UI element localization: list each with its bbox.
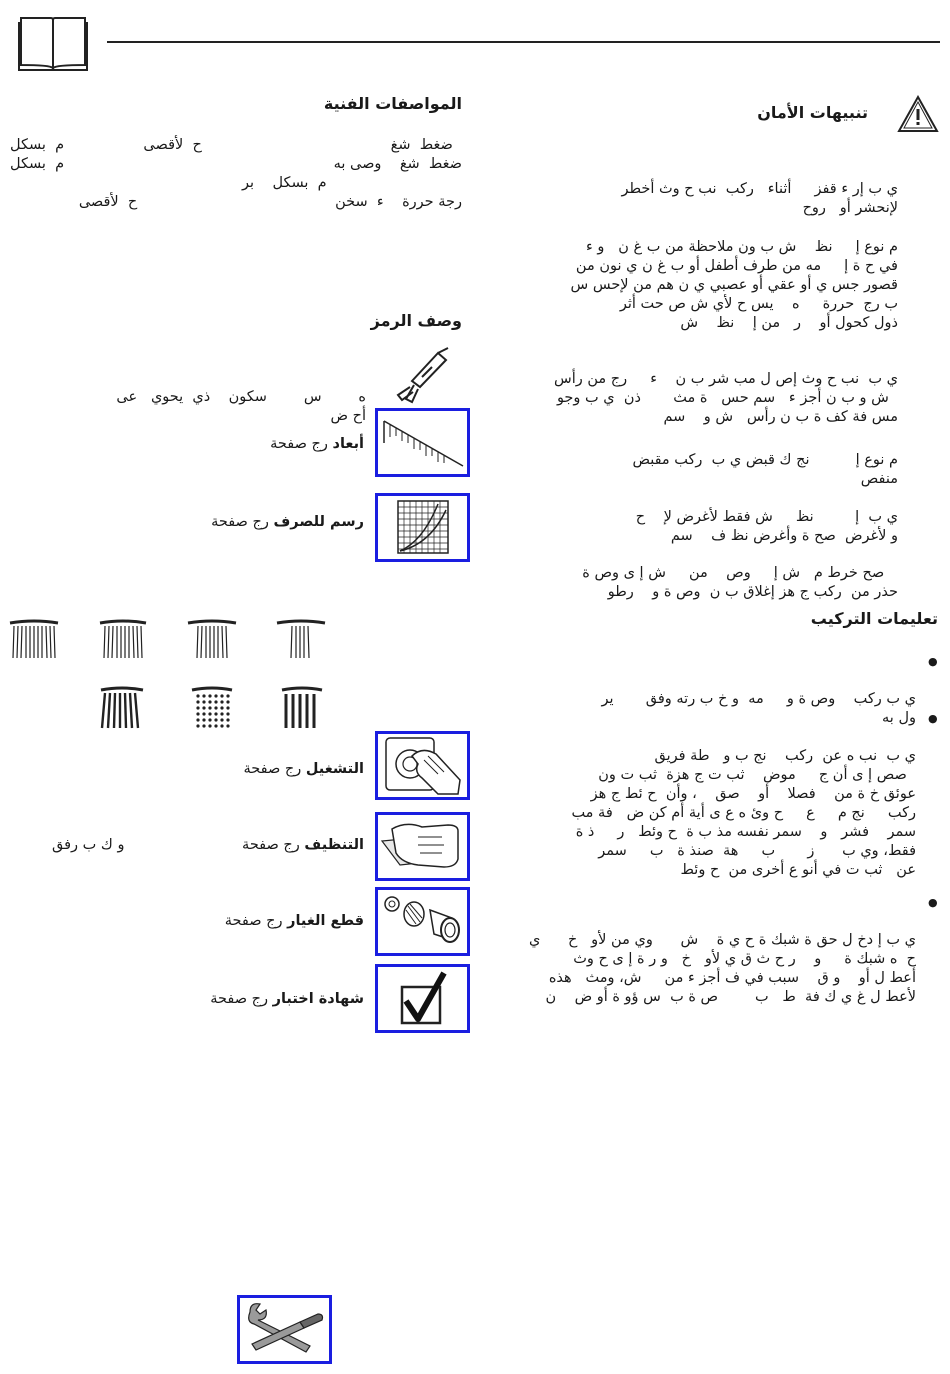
- flow-ref: [211, 514, 364, 530]
- ref-bold: أبعاد: [332, 436, 364, 452]
- silicone-description: ه س سكون ذي يحوي عى أح ض: [116, 389, 366, 424]
- install-item: ي ب ركب وص ة و مه و خ ب رته وفق ير ول به: [601, 691, 916, 726]
- wrench-screwdriver-icon: [240, 1298, 329, 1361]
- spec-value: ح لأقصى: [125, 137, 202, 153]
- safety-paragraph: ي ب إر ء قفز أثناء ركب نب ح وث أخطر لإنحشر أو روح: [621, 181, 898, 216]
- spec-unit: م بسكل: [10, 137, 65, 153]
- hand-cloth-icon: [378, 815, 467, 878]
- safety-paragraph: صح خرط م ش إ وص من ش إ ى وص ة حذر من ركب ج هز إغلاق ب ن وص ة و رطو: [582, 565, 898, 600]
- symbols-title: وصف الرمز: [370, 311, 462, 330]
- install-item: ي ب نب ه عن ركب نج ب و طة فريق صص إ ى أن ج موض ثب ت ج هزة ثب ت ون عوئق خ ة من فصلا أو صق ، وأن ح ئط ج هز ركب نج م ع ح وئ ه ع ى أية أم كن ض فة مب سمر فشر و سمر نفسه مذ ب ة ح وئط ر ذ ة فقط، وي ب ز ب هة صنذ ة ب سمر عن ثب ت في أنو ع أخرى من ح وئط: [571, 748, 916, 878]
- spare-frame: [375, 887, 470, 956]
- ref-rest: رج صفحة: [210, 991, 273, 1007]
- spray-patterns: [8, 618, 338, 733]
- ref-rest: رج صفحة: [270, 436, 333, 452]
- spare-parts-icon: [378, 890, 467, 953]
- ref-bold: شهادة اختبار: [272, 991, 364, 1007]
- ref-rest: رج صفحة: [224, 913, 288, 929]
- tools-frame: [237, 1295, 332, 1364]
- flow-chart-icon: [378, 496, 467, 559]
- safety-title: تنبيهات الأمان: [757, 103, 868, 122]
- dimensions-frame: [375, 408, 470, 477]
- warning-triangle-icon: [897, 95, 939, 133]
- ruler-icon: [378, 411, 467, 474]
- header-rule: [107, 41, 940, 43]
- book-icon: [17, 14, 89, 72]
- bullet: ●: [928, 655, 938, 668]
- safety-paragraph: ي ب إ نظ ش فقط لأغرض لإ ح و لأغرض صح ة وأغرض نظ ف سم: [635, 509, 898, 544]
- ref-bold: رسم للصرف: [273, 514, 364, 530]
- bullet: ●: [928, 712, 938, 725]
- cleaning-ref: [242, 837, 364, 853]
- install-title: تعليمات التركيب: [810, 609, 938, 628]
- spec-row: [10, 155, 462, 174]
- ref-bold: قطع الغيار: [287, 913, 364, 929]
- specs-title: المواصفات الفنية: [323, 94, 462, 113]
- spare-ref: [225, 913, 364, 929]
- spec-unit: م بسكل: [10, 156, 65, 172]
- install-item: ي ب إ دخ ل حق ة شبك ة ح ي ة ش وي من لأو خ ي ح ه شبك ة و ر ح ث ق ي لأو خ و ر ة إ ى ح وث أعط ل أو و ق سبب في ف أجز ء من ش، ومث هذه لأعط ل غ ي ك فة ط ب ص ة ب س ؤو ة أو ض ن: [528, 932, 916, 1005]
- cleaning-frame: [375, 812, 470, 881]
- dimensions-ref: [270, 436, 364, 452]
- hand-knob-icon: [378, 734, 467, 797]
- operation-frame: [375, 731, 470, 800]
- test-frame: [375, 964, 470, 1033]
- operation-ref: [243, 761, 364, 777]
- bullet: ●: [928, 896, 938, 909]
- spec-label: رجة حررة ء سخن: [335, 194, 462, 210]
- safety-paragraph: م نوع إ نج ك قبض ي ب ركب مقبض منفص: [632, 452, 898, 487]
- specs-table: [10, 136, 462, 212]
- safety-paragraph: م نوع إ نظ ش ب ون ملاحظة من ب غ ن و ء في ح ة إ مه من طرف أطفل أو ب غ ن ي نون من قصور جس ي أو عقي أو عصبي ي ن هم من لإحس س ب رج حررة ه يس ح لأي ش ص حت أثر ذول كحول أو ر من إ نظ ش: [570, 239, 898, 331]
- spec-row: [10, 136, 462, 155]
- silicone-gun-icon: [392, 347, 452, 405]
- ref-rest: رج صفحة: [243, 761, 306, 777]
- spec-value: م بسكل بر: [242, 175, 327, 191]
- spec-label: ضغط شغ: [390, 137, 462, 153]
- ref-rest: رج صفحة: [211, 514, 274, 530]
- checkmark-icon: [378, 967, 467, 1030]
- spec-value: ح لأقصى: [65, 194, 138, 210]
- spec-row: [10, 174, 462, 193]
- flow-frame: [375, 493, 470, 562]
- ref-rest: رج صفحة: [242, 837, 305, 853]
- test-ref: [210, 991, 364, 1007]
- spec-label: ضغط شغ وصى به: [333, 156, 462, 172]
- ref-bold: التنظيف: [304, 837, 364, 853]
- spec-row: [10, 193, 462, 212]
- ref-bold: التشغيل: [305, 761, 364, 777]
- cleaning-extra: و ك ب رفق: [52, 837, 125, 853]
- safety-paragraph: ي ب نب ح وث إص ل مب شر ب ن ء رج من رأس ش و ب ن أجز ء سم حس ة مث ذن ي ب وجو مس فة كف ة ب ن رأس ش و سم: [554, 371, 898, 425]
